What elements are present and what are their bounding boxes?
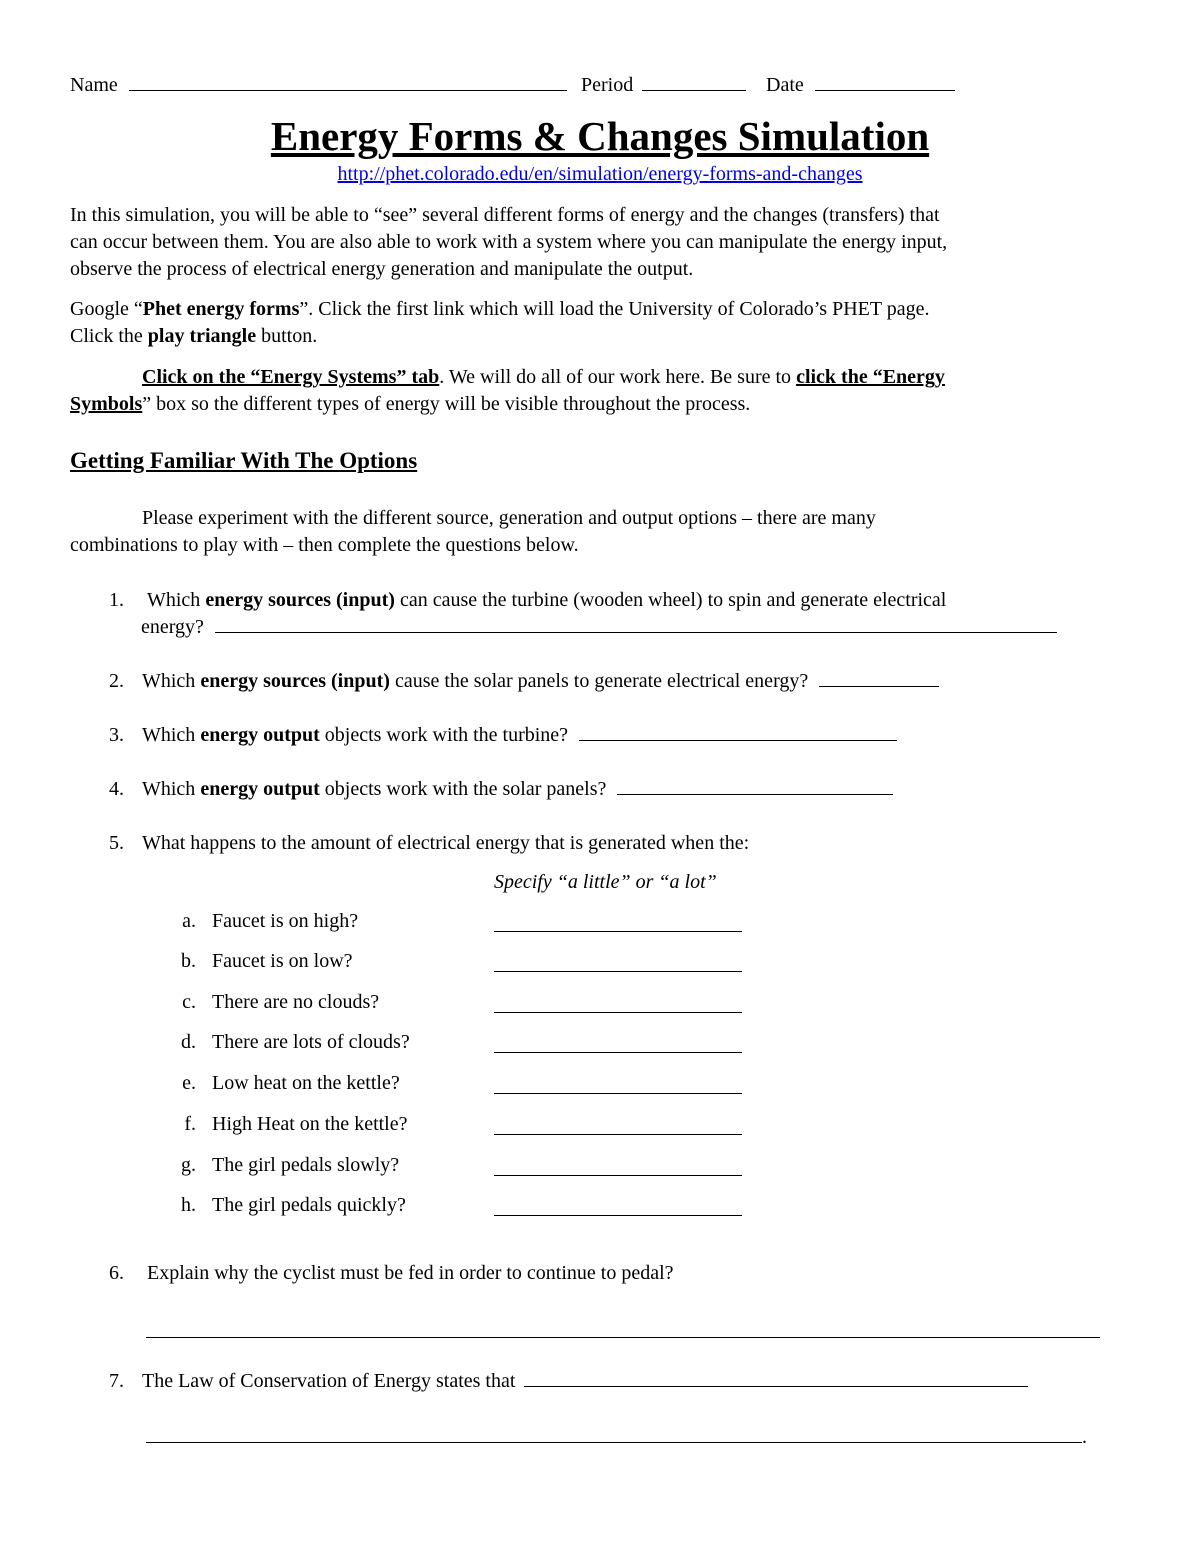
question-4-text <box>142 778 893 801</box>
click-end: ” box so the different types of energy will be visible throughout the process. <box>142 393 751 415</box>
question-7-answer-blank-1[interactable] <box>524 1385 1028 1387</box>
q7-text: The Law of Conservation of Energy states that <box>142 1370 516 1392</box>
page-title: Energy Forms & Changes Simulation <box>270 113 930 159</box>
question-3-answer-blank[interactable] <box>579 739 897 741</box>
subitem-e-text: Low heat on the kettle? <box>212 1072 400 1094</box>
subitem-h-letter: h. <box>181 1194 196 1216</box>
q4-post: objects work with the solar panels? <box>319 778 607 800</box>
question-4-answer-blank[interactable] <box>617 793 893 795</box>
energy-symbols-text-1: click the “Energy <box>796 366 945 388</box>
date-field <box>766 74 955 97</box>
question-1-answer-blank[interactable] <box>215 631 1057 633</box>
subitem-e-letter: e. <box>182 1072 196 1094</box>
subitem-c-letter: c. <box>182 991 196 1013</box>
question-5-text: What happens to the amount of electrical energy that is generated when the: <box>142 832 750 854</box>
subitem-a-text: Faucet is on high? <box>212 910 359 932</box>
period-label: Period <box>581 74 634 96</box>
subitem-a-answer-blank[interactable] <box>494 930 742 932</box>
subitem-g-letter: g. <box>181 1154 196 1176</box>
q2-bold: energy sources (input) <box>200 670 390 692</box>
subitem-d-letter: d. <box>181 1031 196 1053</box>
question-6-number: 6. <box>109 1262 124 1284</box>
q3-pre: Which <box>142 724 201 746</box>
google-line-2 <box>70 325 317 348</box>
intro-line-2: can occur between them. You are also able to work with a system where you can manipulate the energy input, <box>70 231 948 253</box>
subitem-d-answer-blank[interactable] <box>494 1051 742 1053</box>
experiment-line-1: Please experiment with the different source, generation and output options – there are many <box>142 507 876 529</box>
question-7-text <box>142 1370 1028 1393</box>
q4-bold: energy output <box>200 778 320 800</box>
question-7-answer-blank-2[interactable] <box>146 1441 1082 1443</box>
intro-line-3: observe the process of electrical energy generation and manipulate the output. <box>70 258 694 280</box>
q1-post: can cause the turbine (wooden wheel) to spin and generate electrical <box>394 589 947 611</box>
name-field <box>70 74 567 97</box>
subitem-b-letter: b. <box>181 950 196 972</box>
google-line-1 <box>70 298 929 321</box>
name-label: Name <box>70 74 118 96</box>
subitem-c-answer-blank[interactable] <box>494 1011 742 1013</box>
subitem-f-letter: f. <box>184 1113 196 1135</box>
question-6-answer-blank[interactable] <box>146 1336 1100 1338</box>
subitem-h-text: The girl pedals quickly? <box>212 1194 406 1216</box>
q2-post: cause the solar panels to generate electrical energy? <box>389 670 809 692</box>
q1-bold: energy sources (input) <box>205 589 395 611</box>
play-triangle-text: play triangle <box>147 325 257 347</box>
subitem-d-text: There are lots of clouds? <box>212 1031 410 1053</box>
name-blank[interactable] <box>129 89 567 91</box>
question-2-number: 2. <box>109 670 124 692</box>
subitem-e-answer-blank[interactable] <box>494 1092 742 1094</box>
question-7-line-2 <box>146 1426 1087 1449</box>
question-6-text: Explain why the cyclist must be fed in order to continue to pedal? <box>147 1262 674 1284</box>
subitem-c-text: There are no clouds? <box>212 991 380 1013</box>
question-3-number: 3. <box>109 724 124 746</box>
google-search-term: Phet energy forms <box>142 298 300 320</box>
question-2-text <box>142 670 939 693</box>
subitem-h-answer-blank[interactable] <box>494 1214 742 1216</box>
period-blank[interactable] <box>642 89 746 91</box>
experiment-line-2: combinations to play with – then complete the questions below. <box>70 534 579 556</box>
q1-line2: energy? <box>141 616 204 638</box>
question-1-number: 1. <box>109 589 124 611</box>
q2-pre: Which <box>142 670 201 692</box>
subitem-g-text: The girl pedals slowly? <box>212 1154 400 1176</box>
date-label: Date <box>766 74 804 96</box>
click-line-2 <box>70 393 750 416</box>
subitem-a-letter: a. <box>182 910 196 932</box>
period-field <box>581 74 746 97</box>
subitem-g-answer-blank[interactable] <box>494 1174 742 1176</box>
subitem-b-answer-blank[interactable] <box>494 970 742 972</box>
question-5-number: 5. <box>109 832 124 854</box>
google-line2-suffix: button. <box>256 325 318 347</box>
date-blank[interactable] <box>815 89 955 91</box>
subitem-f-answer-blank[interactable] <box>494 1133 742 1135</box>
question-2-answer-blank[interactable] <box>819 685 939 687</box>
google-suffix: ”. Click the first link which will load the University of Colorado’s PHET page. <box>299 298 930 320</box>
simulation-link[interactable]: http://phet.colorado.edu/en/simulation/energy-forms-and-changes <box>337 163 863 185</box>
energy-symbols-text-2: Symbols <box>70 393 143 415</box>
q3-bold: energy output <box>200 724 320 746</box>
energy-systems-tab-text: Click on the “Energy Systems” tab <box>142 366 440 388</box>
question-1-text <box>147 589 946 612</box>
q3-post: objects work with the turbine? <box>319 724 569 746</box>
question-4-number: 4. <box>109 778 124 800</box>
click-middle: . We will do all of our work here. Be sure to <box>439 366 797 388</box>
final-period: . <box>1082 1426 1087 1448</box>
q4-pre: Which <box>142 778 201 800</box>
subitem-f-text: High Heat on the kettle? <box>212 1113 408 1135</box>
google-line2-prefix: Click the <box>70 325 148 347</box>
question-3-text <box>142 724 897 747</box>
subitem-b-text: Faucet is on low? <box>212 950 353 972</box>
section-heading: Getting Familiar With The Options <box>70 448 418 473</box>
q1-pre: Which <box>147 589 206 611</box>
specify-hint: Specify “a little” or “a lot” <box>494 871 717 893</box>
click-line-1 <box>142 366 945 389</box>
question-7-number: 7. <box>109 1370 124 1392</box>
google-prefix: Google “ <box>70 298 143 320</box>
intro-line-1: In this simulation, you will be able to “see” several different forms of energy and the changes (transfers) that <box>70 204 940 226</box>
question-1-line-2 <box>141 616 1057 639</box>
